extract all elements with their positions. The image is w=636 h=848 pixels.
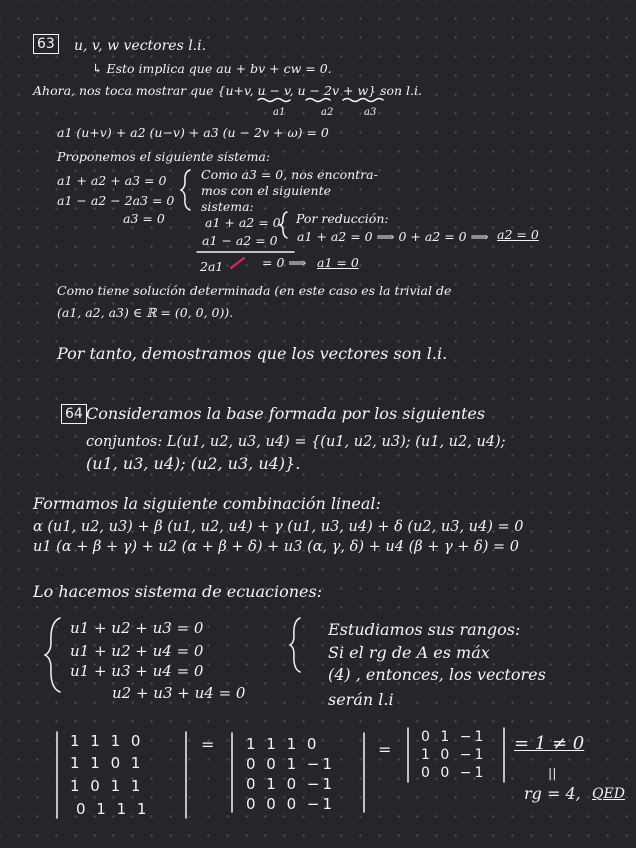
ex63-conclusion-line3: Por tanto, demostramos que los vectores son l.i. bbox=[57, 344, 448, 363]
ex63-reduction-eq1: a1 + a2 = 0 bbox=[205, 215, 281, 230]
ex63-conclusion-line2: (a1, a2, a3) ∈ ℝ = (0, 0, 0)). bbox=[57, 305, 234, 320]
ex64-eq1: u1 + u2 + u3 = 0 bbox=[70, 619, 204, 637]
ex63-side-line2: mos con el siguiente bbox=[201, 183, 332, 198]
brace-63 bbox=[181, 170, 190, 210]
det-a-row: 1 1 0 1 bbox=[70, 754, 144, 772]
ex63-reduction-label: Por reducción: bbox=[296, 211, 389, 226]
ex63-line5: Proponemos el siguiente sistema: bbox=[57, 149, 271, 164]
ex64-combination-line2: u1 (α + β + γ) + u2 (α + β + δ) + u3 (α, γ, δ) + u4 (β + γ + δ) = 0 bbox=[33, 539, 519, 555]
ex63-line2: ↳ Esto implica que au + bv + cw = 0. bbox=[92, 61, 332, 76]
det-c-row: 0 1 −1 bbox=[421, 729, 487, 745]
neq-mark: || bbox=[548, 765, 557, 780]
ex63-label-a2: a2 bbox=[321, 107, 334, 118]
qed-label: QED bbox=[592, 786, 625, 802]
ex64-eq3: u1 + u3 + u4 = 0 bbox=[70, 662, 204, 680]
ex63-sum-mid: = 0 ⟹ bbox=[262, 255, 307, 270]
ex63-reduction-result: a1 + a2 = 0 ⟹ 0 + a2 = 0 ⟹ bbox=[297, 229, 489, 244]
ex63-reduction-eq2: a1 − a2 = 0 bbox=[202, 233, 278, 248]
ex63-label-a3: a3 bbox=[364, 107, 377, 118]
exercise-63-number: 63 bbox=[33, 34, 59, 54]
ex63-line1: u, v, w vectores l.i. bbox=[74, 38, 207, 54]
det-equals-sign-2: = bbox=[378, 740, 392, 759]
det-a-row: 0 1 1 1 bbox=[76, 800, 150, 818]
rank-result: rg = 4, bbox=[524, 784, 581, 803]
squiggle-a1 bbox=[258, 99, 290, 102]
det-c-row: 1 0 −1 bbox=[421, 747, 487, 763]
ex63-system-eq2: a1 − a2 − 2a3 = 0 bbox=[57, 193, 175, 208]
ex63-system-eq3: a3 = 0 bbox=[123, 211, 165, 226]
ex64-eq2: u1 + u2 + u4 = 0 bbox=[70, 642, 204, 660]
ex64-eq4: u2 + u3 + u4 = 0 bbox=[112, 684, 246, 702]
ex64-system-title: Lo hacemos sistema de ecuaciones: bbox=[33, 582, 323, 601]
det-result: = 1 ≠ 0 bbox=[514, 733, 585, 754]
ex63-label-a1: a1 bbox=[273, 107, 286, 118]
det-b-row: 1 1 1 0 bbox=[246, 735, 320, 753]
det-c-row: 0 0 −1 bbox=[421, 765, 487, 781]
ex63-line4: a1 (u+v) + a2 (u−v) + a3 (u − 2v + ω) = 0 bbox=[57, 125, 329, 140]
squiggle-a2 bbox=[306, 99, 330, 102]
ex63-system-eq1: a1 + a2 + a3 = 0 bbox=[57, 173, 167, 188]
det-b-row: 0 0 1 −1 bbox=[246, 755, 336, 773]
ex63-sum-left: 2a1 bbox=[200, 259, 224, 274]
det-b-row: 0 1 0 −1 bbox=[246, 775, 336, 793]
ex63-side-line3: sistema: bbox=[201, 199, 254, 214]
ex63-line3: Ahora, nos toca mostrar que {u+v, u − v, u − 2v + w} son l.i. bbox=[33, 83, 422, 98]
ex63-conclusion-line1: Como tiene solución determinada (en este caso es la trivial de bbox=[57, 283, 452, 298]
ex63-sum-answer: a1 = 0 bbox=[317, 255, 359, 270]
det-a-row: 1 0 1 1 bbox=[70, 777, 144, 795]
ex64-line3: (u1, u3, u4); (u2, u3, u4)}. bbox=[86, 454, 301, 473]
brace-reduction bbox=[280, 212, 287, 238]
det-b-row: 0 0 0 −1 bbox=[246, 795, 336, 813]
ex64-study-line1: Estudiamos sus rangos: bbox=[328, 620, 521, 639]
ex64-combination-line1: α (u1, u2, u3) + β (u1, u2, u4) + γ (u1, u3, u4) + δ (u2, u3, u4) = 0 bbox=[33, 519, 524, 535]
exercise-64-number: 64 bbox=[61, 404, 87, 424]
brace-64-left bbox=[45, 618, 60, 692]
ex63-side-line1: Como a3 = 0, nos encontra- bbox=[201, 167, 378, 182]
ex64-study-line2: Si el rg de A es máx bbox=[328, 643, 490, 662]
ex64-study-line3: (4) , entonces, los vectores bbox=[328, 665, 546, 684]
ex64-combination-title: Formamos la siguiente combinación lineal: bbox=[33, 494, 381, 513]
det-equals-sign-1: = bbox=[201, 735, 215, 754]
ex64-line2: conjuntos: L(u1, u2, u3, u4) = {(u1, u2, u3); (u1, u2, u4); bbox=[86, 434, 506, 450]
det-a-row: 1 1 1 0 bbox=[70, 732, 144, 750]
ex63-reduction-answer: a2 = 0 bbox=[497, 227, 539, 242]
ex64-study-line4: serán l.i bbox=[328, 690, 394, 709]
ex64-line1: Consideramos la base formada por los siguientes bbox=[86, 404, 486, 423]
squiggle-a3 bbox=[343, 99, 383, 102]
brace-64-right bbox=[290, 618, 300, 672]
strike-mark bbox=[231, 258, 244, 268]
